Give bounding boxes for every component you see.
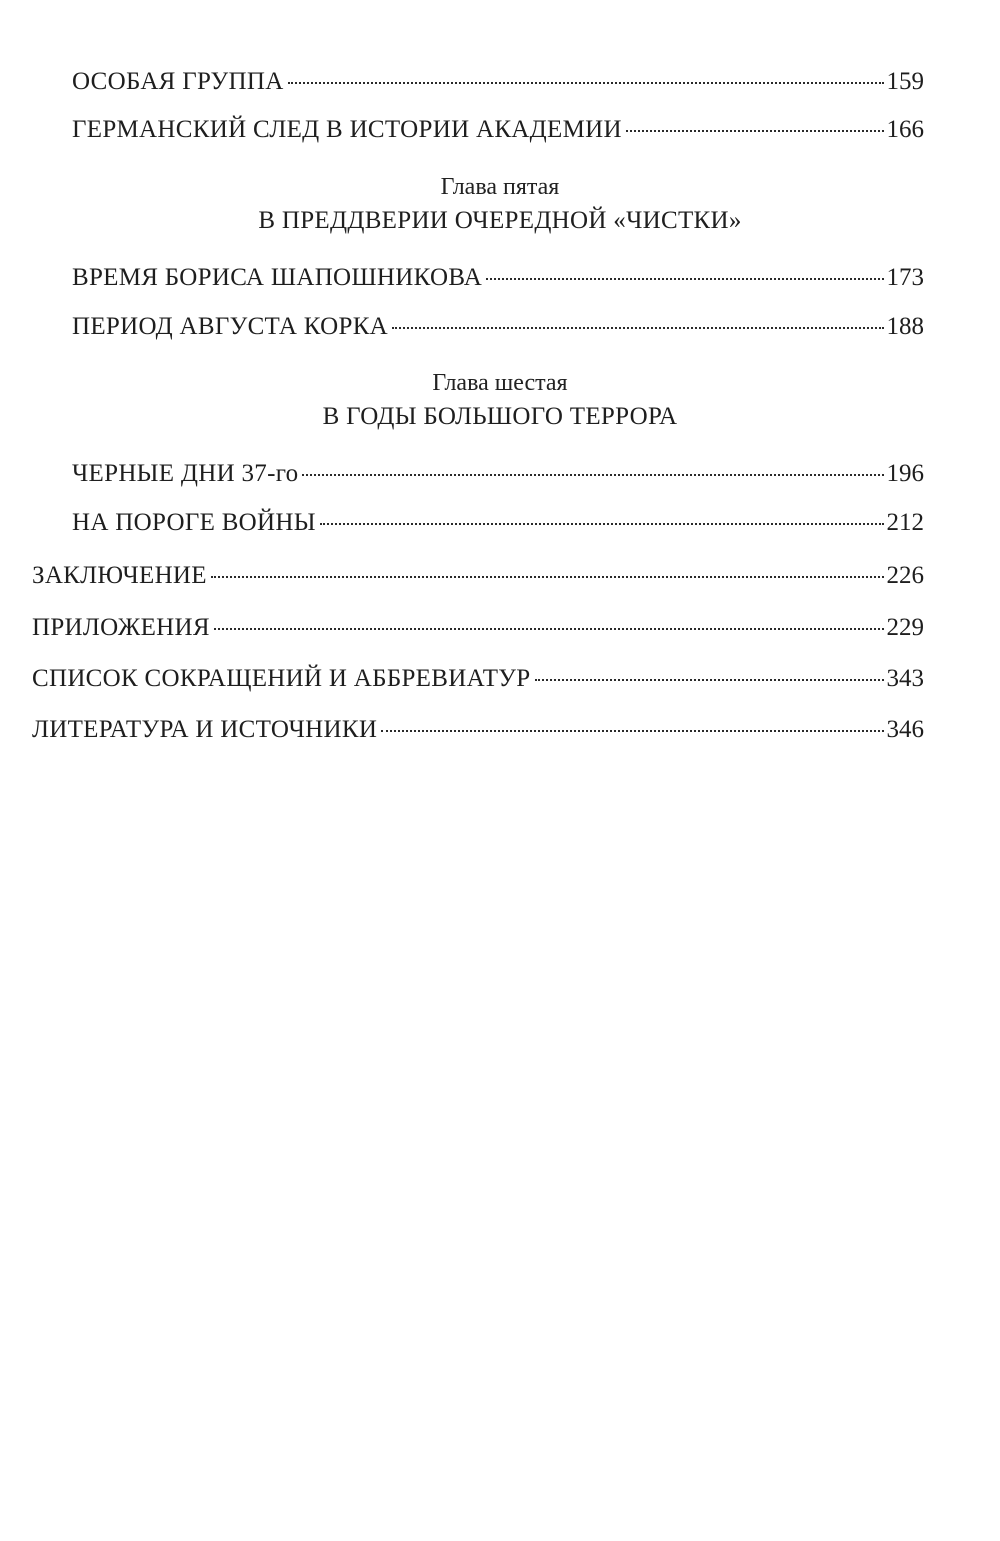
- toc-entry-title: ВРЕМЯ БОРИСА ШАПОШНИКОВА: [72, 264, 483, 291]
- toc-entry-title: ЧЕРНЫЕ ДНИ 37-го: [72, 460, 299, 487]
- toc-entry-page: 196: [886, 460, 924, 487]
- toc-entry-chernye-dni[interactable]: [72, 458, 924, 490]
- dot-leader: [535, 679, 884, 681]
- dot-leader: [214, 628, 884, 630]
- toc-entry-prilozheniya[interactable]: [32, 612, 924, 644]
- toc-entry-page: 212: [886, 509, 924, 536]
- toc-entry-title: НА ПОРОГЕ ВОЙНЫ: [72, 509, 316, 536]
- dot-leader: [302, 474, 883, 476]
- toc-entry-kork[interactable]: [72, 311, 924, 343]
- toc-entry-page: 173: [886, 264, 924, 291]
- dot-leader: [288, 82, 884, 84]
- toc-entry-page: 229: [886, 614, 924, 641]
- toc-entry-page: 343: [886, 665, 924, 692]
- toc-entry-title: ЛИТЕРАТУРА И ИСТОЧНИКИ: [32, 716, 378, 743]
- toc-entry-osobaya-gruppa[interactable]: [72, 66, 924, 98]
- toc-entry-shaposhnikov[interactable]: [72, 262, 924, 294]
- toc-entry-title: СПИСОК СОКРАЩЕНИЙ И АББРЕВИАТУР: [32, 665, 531, 692]
- toc-entry-na-poroge-voyny[interactable]: [72, 507, 924, 539]
- toc-entry-page: 166: [886, 116, 924, 143]
- toc-entry-title: ЗАКЛЮЧЕНИЕ: [32, 562, 207, 589]
- toc-entry-page: 188: [886, 313, 924, 340]
- dot-leader: [626, 130, 884, 132]
- toc-entry-literatura[interactable]: [32, 714, 924, 746]
- toc-entry-page: 346: [886, 716, 924, 743]
- chapter-5-title: В ПРЕДДВЕРИИ ОЧЕРЕДНОЙ «ЧИСТКИ»: [258, 207, 742, 234]
- toc-entry-spisok-sokrashcheniy[interactable]: [32, 663, 924, 695]
- toc-entry-title: ПЕРИОД АВГУСТА КОРКА: [72, 313, 389, 340]
- dot-leader: [486, 278, 883, 280]
- dot-leader: [211, 576, 884, 578]
- chapter-5-label: Глава пятая: [440, 174, 560, 200]
- toc-entry-title: ПРИЛОЖЕНИЯ: [32, 614, 210, 641]
- toc-entry-page: 226: [886, 562, 924, 589]
- dot-leader: [320, 523, 884, 525]
- toc-entry-germanskiy-sled[interactable]: [72, 114, 924, 146]
- dot-leader: [381, 730, 883, 732]
- toc-entry-zaklyuchenie[interactable]: [32, 560, 924, 592]
- dot-leader: [392, 327, 883, 329]
- chapter-6-label: Глава шестая: [432, 370, 568, 396]
- chapter-6-title: В ГОДЫ БОЛЬШОГО ТЕРРОРА: [322, 403, 678, 430]
- toc-entry-title: ГЕРМАНСКИЙ СЛЕД В ИСТОРИИ АКАДЕМИИ: [72, 116, 622, 143]
- toc-entry-page: 159: [886, 68, 924, 95]
- toc-entry-title: ОСОБАЯ ГРУППА: [72, 68, 284, 95]
